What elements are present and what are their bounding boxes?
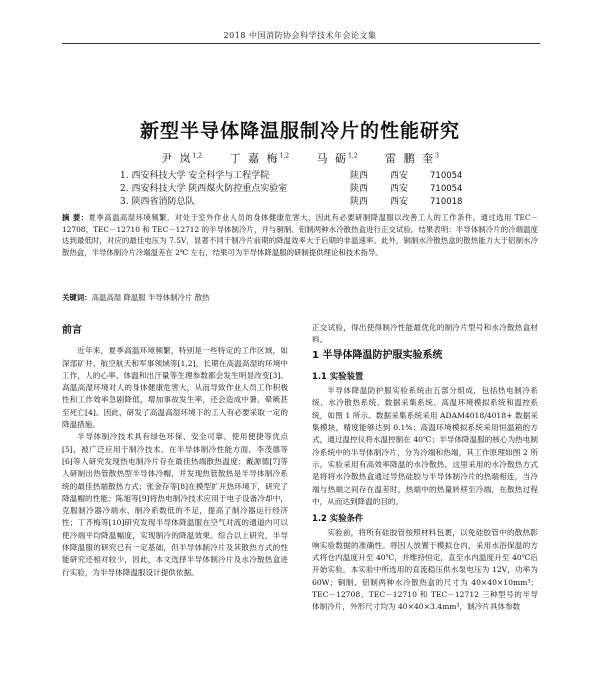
running-head: 2018 中国消防协会科学技术年会论文集 [223, 31, 377, 40]
keywords-label: 关键词： [62, 293, 92, 302]
author: 马 砺$^{1,2}$ [316, 152, 358, 165]
body-paragraph: 实验前，将所有硅胶管按照材料包裹，以免硅胶管中的散热影响实验数据的准确性。将因人放置于模拟仓内，采用水浴保温的方式将仓内温度升至 40℃，并维持恒定，直至水内温度升至 40℃后开始实验。本实验中所选用的直流稳压供水泵电压为 12V，功率为 60W；铜制、铝制两种水冷散热盒的尺寸为 40×40×10mm³；TEC－12708、TEC－12710 和 TEC－12712 三种型号的半导体制冷片，外形尺寸均为 40×40×3.4mm³，制冷片具体参数 [312, 528, 538, 612]
body-paragraph: 近年来，夏季高温环境频繁，特别是一些特定的工作区域，如深部矿井、航空航天和军事领域等[1,2]，长期在高温高湿的环境中工作，人的心率、体温和出汗量等生理参数都会发生明显改变[3]。高温高湿环境对人的身体健康危害大，从而导致作业人员工作积极性和工作效率急剧降低，增加事故发生率，还会造成中暑、晕厥甚至死亡[4]。因此，研发了高温高湿环境下的工人有必要采取一定的降温措施。 [62, 346, 288, 430]
keywords-text: 高温高湿 降温服 半导体制冷片 散热 [91, 293, 210, 302]
left-column [62, 322, 288, 579]
abstract-text: 夏季高温高湿环境频繁，对处于室外作业人员的身体健康危害大，因此有必要研制降温服以改善工人的工作条件。通过选用 TEC－12708、TEC－12710 和 TEC－12712 的半导体制冷片，并与铜制、铝制两种水冷散热盒进行正交试验。结果表明：半导体制冷片的冷端温度达到最低时，对应的最佳电压为 7.5V，显著不同于制冷片前期的降温效率大于后期的非温速率。此外，铜制水冷散热盒的散热能力大于铝制水冷散热盒，半导体制冷片冷端温差在 2℃ 左右，结果可为半导体降温服的研制提供理论和技术指导。 [62, 213, 538, 257]
section-heading-preface: 前言 [62, 325, 82, 336]
body-paragraph: 半导体降温防护服实验系统由五部分组成，包括热电制冷系统、水冷散热系统、数据采集系统、高温环境模拟系统和温控系统，如图 1 所示。数据采集系统采用 ADAM4018/4018+ 数据采集模块，精度能够达到 0.1%；高温环境模拟系统采用恒温箱的方式，通过温控仪将水温控制在 40℃；半导体降温服的核心为热电制冷系统中的半导体制冷片，分为冷端和热端，其工作原理如图 2 所示。实验采用有高效率降温的水冷散热，这里采用的水冷散热方式是将将水冷散热盒通过导热硅胶与半导体制冷片的热端相连，当冷端与热端之间存在温差时，热端中的热量转移至冷端，在散热过程中，从而达到降温的目的。 [312, 386, 538, 506]
affiliation: 3. 陕西省消防总队 陕西 西安 710018 [120, 197, 463, 207]
right-column [312, 322, 538, 614]
author: 雷 鹏 奎$^3$ [385, 152, 439, 165]
header-rule [62, 43, 540, 44]
abstract-label: 摘 要： [62, 213, 89, 222]
subsection-heading: 1.1 实验装置 [312, 370, 364, 381]
keywords [62, 292, 538, 303]
section-heading: 1 半导体降温防护服实验系统 [312, 349, 443, 361]
subsection-heading: 1.2 实验条件 [312, 513, 364, 524]
affiliation: 2. 西安科技大学 陕西煤火防控重点实验室 陕西 西安 710054 [120, 184, 463, 194]
author-list [0, 150, 600, 166]
body-paragraph: 半导体制冷技术具有绿色环保、安全可靠、使用便捷等优点[5]，被广泛应用于制冷技术。在半导体制冷性能方面，李茂德等[6]等人研究发现热电制冷片存在最佳热端散热温度；戴源德[7]等人研制出热管散热型半导体冷帽，并发现热管散热是半导体制冷系统的最佳热端散热方式；张金存等[8]在模型扩开热环境下，研究了降温帽的性能；陈旭等[9]将热电制冷技术应用于电子设备冷却中，克服制冷器冷端水、制冷系数低的不足，提高了制冷器运行经济性；丁齐梅等[10]研究发现半导体降温服在空气对流的通道内可以使冷端平均降温幅度，实现制冷的降温效果。综合以上研究，半导体降温服的研究已有一定基础，但半导体制冷片及其散热方式的性能研究还相对较少，因此，本文选择半导体制冷片及水冷散热盒进行实验，为半导体降温服设计提供依据。 [62, 432, 288, 577]
abstract [62, 212, 538, 258]
author: 尹 岚$^{1,2}$ [161, 152, 203, 165]
affiliation: 1. 西安科技大学 安全科学与工程学院 陕西 西安 710054 [120, 171, 463, 181]
affiliation-list [120, 170, 500, 209]
paper-title: 新型半导体降温服制冷片的性能研究 [139, 120, 460, 142]
author: 丁 嘉 梅$^{1,2}$ [229, 152, 290, 165]
body-paragraph: 正交试验，得出使得制冷性能最优化的制冷片型号和水冷散热盒材料。 [312, 323, 538, 345]
